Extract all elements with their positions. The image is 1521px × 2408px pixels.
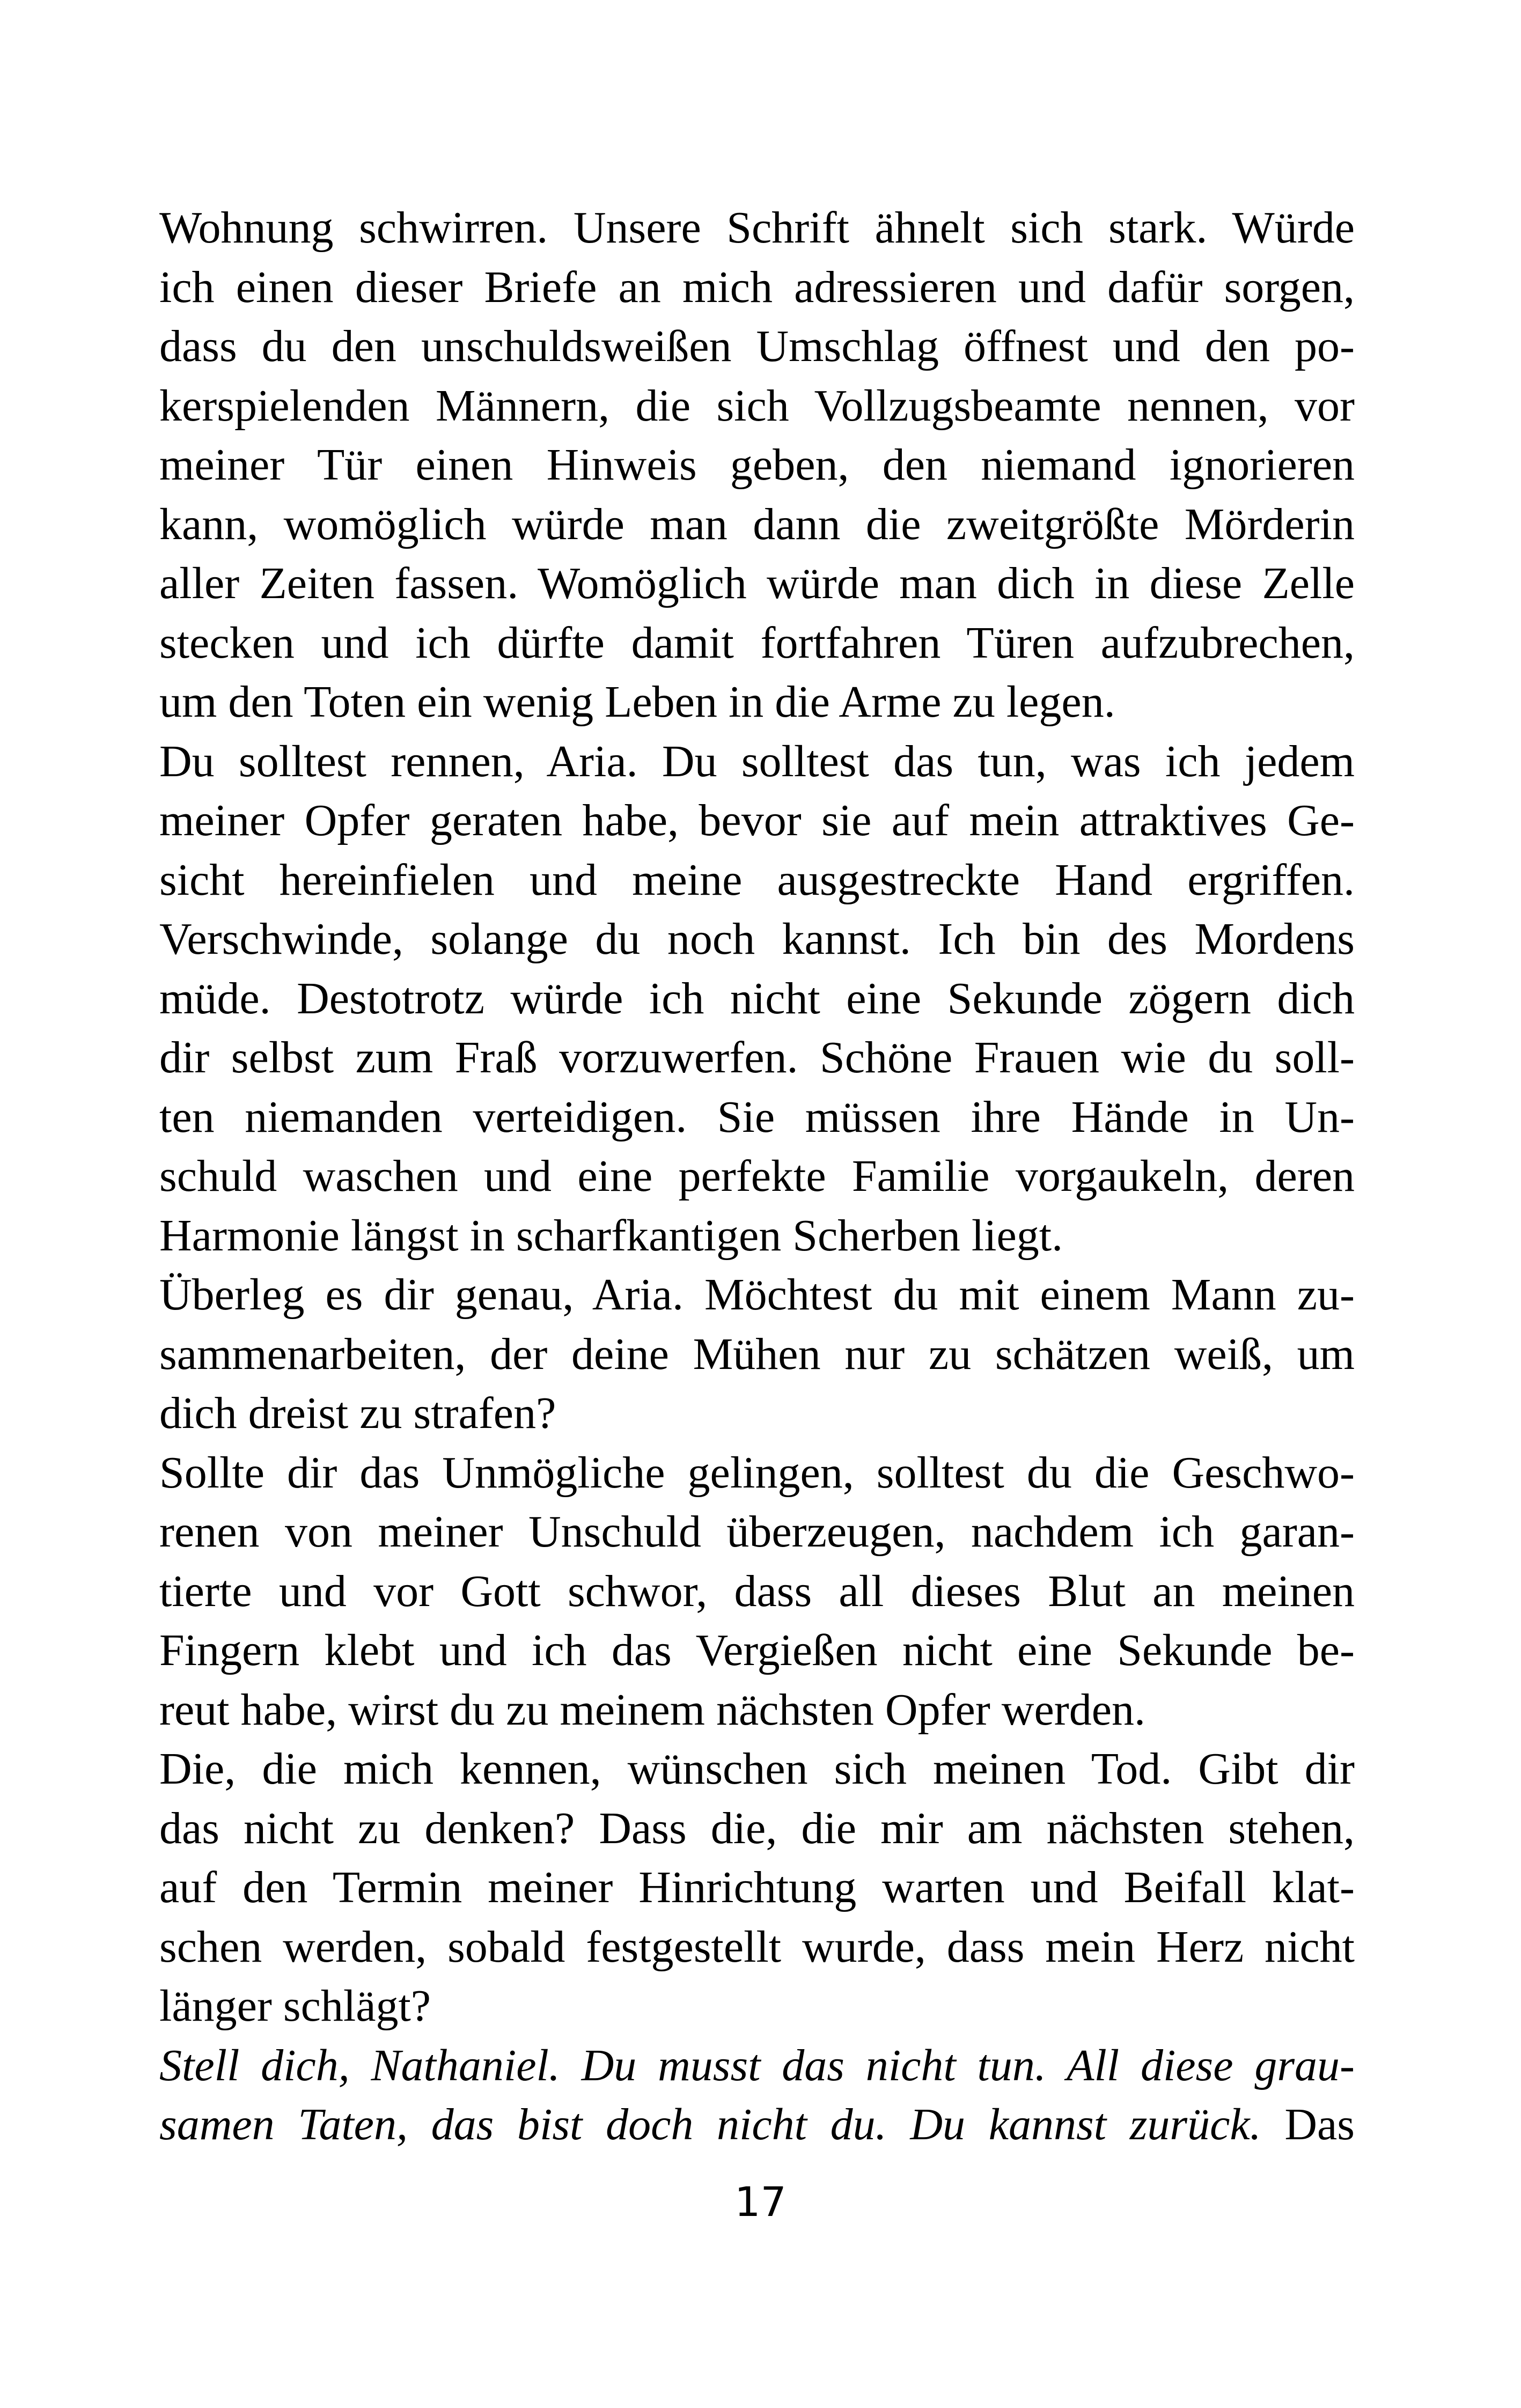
text-line: Fingern klebt und ich das Vergießen nicht eine Sekunde be- xyxy=(159,1625,1355,1675)
text-line: sicht hereinfielen und meine ausgestreckte Hand ergriffen. xyxy=(159,855,1355,905)
text-line: länger schlägt? xyxy=(159,1981,431,2031)
text-line: Die, die mich kennen, wünschen sich meinen Tod. Gibt dir xyxy=(159,1744,1355,1794)
text-line: schen werden, sobald festgestellt wurde, dass mein Herz nicht xyxy=(159,1921,1355,1972)
text-line: stecken und ich dürfte damit fortfahren Türen aufzubrechen, xyxy=(159,617,1355,668)
text-line: um den Toten ein wenig Leben in die Arme zu legen. xyxy=(159,677,1115,727)
body-text xyxy=(159,198,1355,2155)
text-line: ich einen dieser Briefe an mich adressieren und dafür sorgen, xyxy=(159,262,1355,312)
text-line: dir selbst zum Fraß vorzuwerfen. Schöne Frauen wie du soll- xyxy=(159,1033,1355,1083)
text-line: Verschwinde, solange du noch kannst. Ich bin des Mordens xyxy=(159,914,1355,964)
text-line: tierte und vor Gott schwor, dass all dieses Blut an meinen xyxy=(159,1566,1355,1616)
text-line: renen von meiner Unschuld überzeugen, nachdem ich garan- xyxy=(159,1507,1355,1557)
text-line: kann, womöglich würde man dann die zweitgrößte Mörderin xyxy=(159,499,1355,549)
text-line: aller Zeiten fassen. Womöglich würde man dich in diese Zelle xyxy=(159,558,1355,608)
text-line: sammenarbeiten, der deine Mühen nur zu schätzen weiß, um xyxy=(159,1329,1355,1379)
text-line: dich dreist zu strafen? xyxy=(159,1388,556,1438)
text-line: reut habe, wirst du zu meinem nächsten Opfer werden. xyxy=(159,1684,1145,1735)
italic-span: samen Taten, das bist doch nicht du. Du kannst zurück. xyxy=(159,2100,1261,2149)
text-line: Sollte dir das Unmögliche gelingen, solltest du die Geschwo- xyxy=(159,1447,1355,1498)
text-line: kerspielenden Männern, die sich Vollzugsbeamte nennen, vor xyxy=(159,380,1355,431)
text-line: meiner Opfer geraten habe, bevor sie auf mein attraktives Ge- xyxy=(159,796,1355,845)
text-line: dass du den unschuldsweißen Umschlag öffnest und den po- xyxy=(159,321,1355,371)
text-line: müde. Destotrotz würde ich nicht eine Sekunde zögern dich xyxy=(159,973,1355,1023)
text-line: schuld waschen und eine perfekte Familie vorgaukeln, deren xyxy=(159,1151,1355,1201)
regular-span: Das xyxy=(1284,2100,1355,2149)
text-line-mixed xyxy=(159,2095,1355,2155)
text-line: Überleg es dir genau, Aria. Möchtest du mit einem Mann zu- xyxy=(159,1270,1355,1320)
text-line: das nicht zu denken? Dass die, die mir am nächsten stehen, xyxy=(159,1803,1355,1853)
text-line: auf den Termin meiner Hinrichtung warten und Beifall klat- xyxy=(159,1862,1355,1912)
text-line: Wohnung schwirren. Unsere Schrift ähnelt sich stark. Würde xyxy=(159,203,1355,253)
page-number: 17 xyxy=(734,2178,787,2226)
text-line: Harmonie längst in scharfkantigen Scherben liegt. xyxy=(159,1210,1063,1261)
text-line: Du solltest rennen, Aria. Du solltest das tun, was ich jedem xyxy=(159,736,1355,786)
italic-text-line: Stell dich, Nathaniel. Du musst das nicht tun. All diese grau- xyxy=(159,2040,1355,2090)
text-line: ten niemanden verteidigen. Sie müssen ihre Hände in Un- xyxy=(159,1092,1355,1142)
text-line: meiner Tür einen Hinweis geben, den niemand ignorieren xyxy=(159,440,1355,490)
